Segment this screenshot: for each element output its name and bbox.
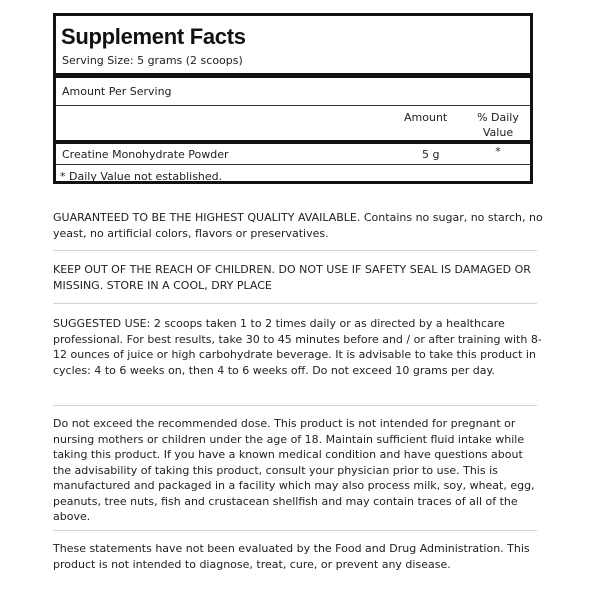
ingredient-daily-value: *: [495, 145, 501, 158]
section-divider: [53, 405, 537, 406]
ingredient-amount: 5 g: [422, 148, 440, 161]
amount-per-serving-label: Amount Per Serving: [62, 85, 172, 98]
thick-divider: [56, 140, 530, 144]
daily-value-header-line2: Value: [482, 126, 514, 139]
section-divider: [53, 530, 537, 531]
ingredient-name: Creatine Monohydrate Powder: [62, 148, 229, 161]
safety-warning: KEEP OUT OF THE REACH OF CHILDREN. DO NOT USE IF SAFETY SEAL IS DAMAGED OR MISSING. STORE IN A COOL, DRY PLACE: [53, 263, 531, 292]
thin-divider: [56, 105, 530, 106]
suggested-use: SUGGESTED USE: 2 scoops taken 1 to 2 times daily or as directed by a healthcare professional. For best results, take 30 to 45 minutes before and / or after training with 8-12 ounces of juice or high carbohydrate beverage. It is advisable to take this product in cycles: 4 to 6 weeks on, then 4 to 6 weeks off. Do not exceed 10 grams per day.: [53, 317, 542, 377]
daily-value-footnote: * Daily Value not established.: [60, 170, 223, 183]
caution-statement: Do not exceed the recommended dose. This product is not intended for pregnant or nursing mothers or children under the age of 18. Maintain sufficient fluid intake while taking this product. If you have a known medical condition and have questions about the advisability of taking this product, consult your physician prior to use. This is manufactured and packaged in a facility which may also process milk, soy, wheat, egg, peanuts, tree nuts, fish and crustacean shellfish and may contain traces of all of the above.: [53, 417, 535, 523]
thin-divider: [56, 164, 530, 165]
quality-statement: GUARANTEED TO BE THE HIGHEST QUALITY AVAILABLE. Contains no sugar, no starch, no yeast, no artificial colors, flavors or preservatives.: [53, 211, 543, 240]
daily-value-header-line1: % Daily: [477, 111, 519, 124]
supplement-facts-panel: [53, 13, 533, 184]
facts-title: Supplement Facts: [61, 24, 246, 49]
fda-disclaimer: These statements have not been evaluated by the Food and Drug Administration. This product is not intended to diagnose, treat, cure, or prevent any disease.: [53, 542, 530, 571]
amount-column-header: Amount: [404, 111, 448, 124]
thick-divider: [56, 73, 530, 78]
daily-value-column-header: [470, 110, 526, 140]
section-divider: [53, 303, 537, 304]
section-divider: [53, 250, 537, 251]
serving-size: Serving Size: 5 grams (2 scoops): [62, 54, 243, 67]
